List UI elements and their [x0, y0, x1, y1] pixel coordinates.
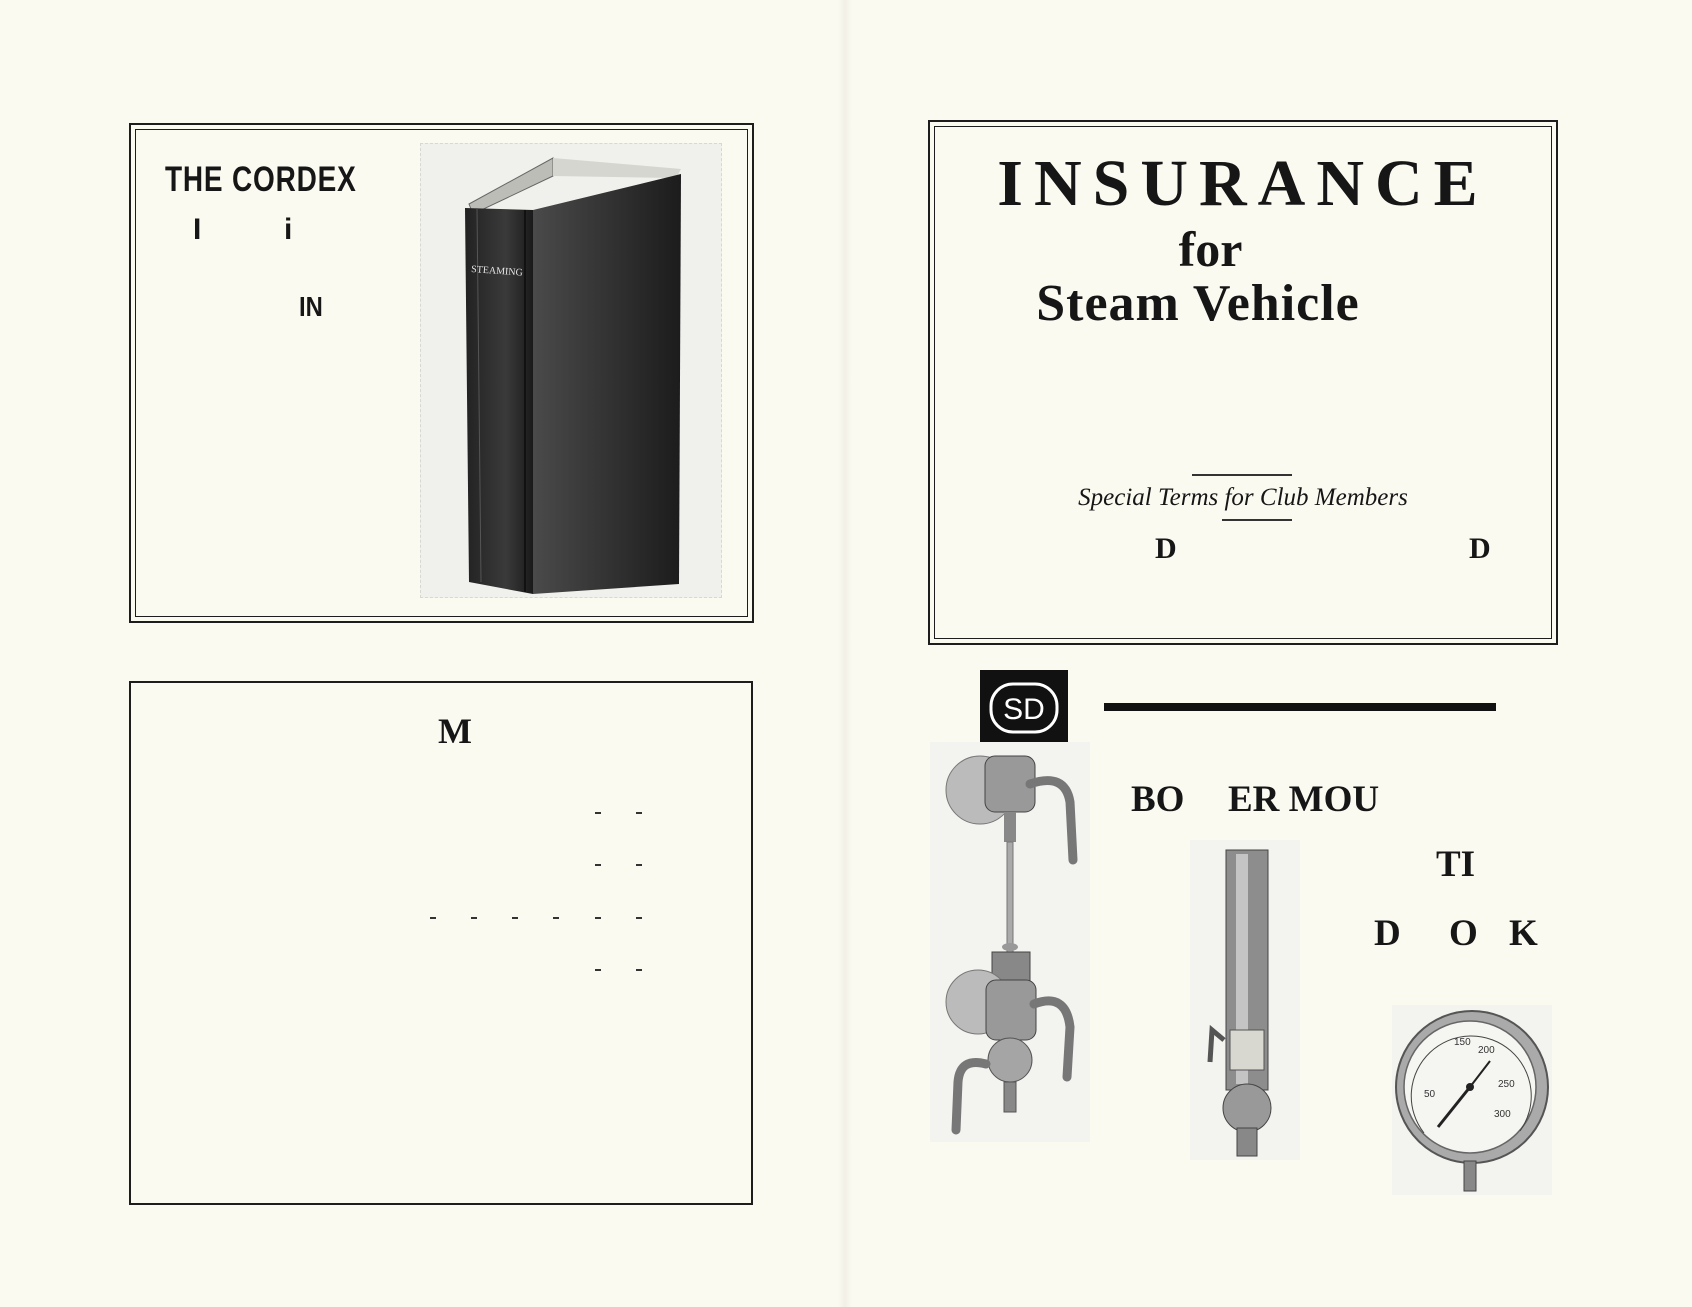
book-spine-label: STEAMING: [470, 264, 524, 279]
leader-dash: [595, 812, 601, 814]
leader-dash: [512, 917, 518, 919]
binder-book-photo: [420, 143, 722, 598]
members-panel-frame: [129, 681, 753, 1205]
sd-logo-mark: [980, 670, 1068, 746]
gauge-dial-number: 300: [1494, 1109, 1511, 1120]
sd-fragment-k: K: [1509, 913, 1538, 954]
sd-fragment-bo: BO: [1131, 779, 1185, 820]
sd-logo-text: SD: [1003, 693, 1045, 726]
insurance-heading: INSURANCE: [997, 147, 1489, 220]
cordex-ad-title: THE CORDEX: [165, 160, 357, 199]
sd-fragment-ti: TI: [1436, 844, 1476, 885]
gauge-dial-number: 200: [1478, 1045, 1495, 1056]
terms-rule-top: [1192, 474, 1292, 476]
sd-fragment-d: D: [1374, 913, 1401, 954]
cordex-fragment-2: i: [284, 213, 293, 246]
leader-dash: [595, 917, 601, 919]
gauge-fitting-illustration: [930, 742, 1090, 1142]
binder-book-illustration: [421, 144, 721, 597]
pressure-gauge-photo: [1392, 1005, 1552, 1195]
sd-fragment-o: O: [1449, 913, 1478, 954]
leader-dash: [430, 917, 436, 919]
insurance-subheading: Steam Vehicle: [1036, 275, 1360, 332]
page-fold-crease: [838, 0, 852, 1307]
sd-heading-bar: [1104, 703, 1496, 711]
cordex-fragment-3: IN: [299, 291, 323, 322]
sd-fragment-ermou: ER MOU: [1228, 779, 1380, 820]
leader-dash: [636, 917, 642, 919]
test-column-photo: [1190, 840, 1300, 1160]
water-gauge-fitting-photo: [930, 742, 1090, 1142]
leader-dash: [636, 864, 642, 866]
insurance-fragment-2: D: [1469, 532, 1491, 565]
insurance-for: for: [1178, 221, 1243, 277]
sd-logo: [980, 670, 1068, 746]
insurance-fragment-1: D: [1155, 532, 1177, 565]
members-panel-initial: M: [438, 711, 472, 751]
leader-dash: [636, 969, 642, 971]
special-terms-text: Special Terms for Club Members: [1078, 484, 1408, 511]
leader-dash: [471, 917, 477, 919]
cordex-fragment-1: I: [193, 213, 202, 246]
gauge-dial-number: 50: [1424, 1089, 1436, 1100]
test-column-illustration: [1190, 840, 1300, 1160]
gauge-dial-number: 250: [1498, 1079, 1515, 1090]
leader-dash: [553, 917, 559, 919]
gauge-dial-number: 150: [1454, 1037, 1471, 1048]
pressure-gauge-illustration: [1392, 1005, 1552, 1195]
terms-rule-bottom: [1222, 519, 1292, 521]
leader-dash: [636, 812, 642, 814]
leader-dash: [595, 864, 601, 866]
leader-dash: [595, 969, 601, 971]
